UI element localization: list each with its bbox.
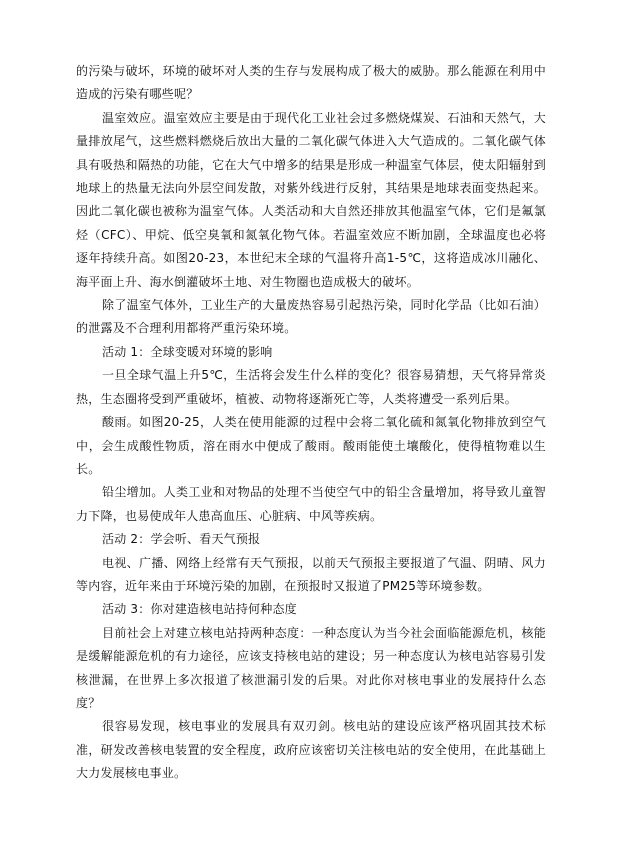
paragraph-greenhouse-effect: 温室效应。温室效应主要是由于现代化工业社会过多燃烧煤炭、石油和天然气，大量排放尾气，这些燃料燃烧后放出大量的二氧化碳气体进入大气造成的。二氧化碳气体具有吸热和隔热的功能，它在大气中增多的结果是形成一种温室气体层，使太阳辐射到地球上的热量无法向外层空间发散，对紫外线进行反射，其结果是地球表面变热起来。因此二氧化碳也被称为温室气体。人类活动和大自然还排放其他温室气体，它们是氟氯烃（CFC）、甲烷、低空臭氧和氮氧化物气体。若温室效应不断加剧，全球温度也必将逐年持续升高。如图20-23，本世纪末全球的气温将升高1-5℃，这将造成冰川融化、海平面上升、海水倒灌破坏土地、对生物圈也造成极大的破坏。	[76, 110, 546, 289]
paragraph-activity-1: 一旦全球气温上升5℃，生活将会发生什么样的变化？很容易猜想，天气将异常炎热，生态圈将受到严重破坏，植被、动物将逐渐死亡等，人类将遭受一系列后果。	[76, 368, 546, 406]
activity-2-heading: 活动 2：学会听、看天气预报	[102, 532, 261, 547]
paragraph-conclusion: 很容易发现，核电事业的发展具有双刃剑。核电站的建设应该严格巩固其技术标准，研发改善核电装置的安全程度，政府应该密切关注核电站的安全使用，在此基础上大力发展核电事业。	[76, 719, 546, 781]
document-body	[76, 60, 546, 786]
paragraph-thermal-pollution: 除了温室气体外，工业生产的大量废热容易引起热污染，同时化学品（比如石油）的泄露及不合理利用都将严重污染环境。	[76, 298, 546, 336]
paragraph-activity-2: 电视、广播、网络上经常有天气预报，以前天气预报主要报道了气温、阴晴、风力等内容，近年来由于环境污染的加剧，在预报时又报道了PM25等环境参数。	[76, 555, 546, 593]
paragraph-lead-dust: 铅尘增加。人类工业和对物品的处理不当使空气中的铅尘含量增加，将导致儿童智力下降，也易使成年人患高血压、心脏病、中风等疾病。	[76, 485, 546, 523]
paragraph-activity-3: 目前社会上对建立核电站持两种态度：一种态度认为当今社会面临能源危机，核能是缓解能源危机的有力途径，应该支持核电站的建设；另一种态度认为核电站容易引发核泄漏，在世界上多次报道了核泄漏引发的后果。对此你对核电事业的发展持什么态度？	[76, 625, 546, 710]
paragraph-acid-rain: 酸雨。如图20-25，人类在使用能源的过程中会将二氧化硫和氮氧化物排放到空气中，会生成酸性物质，溶在雨水中便成了酸雨。酸雨能使土壤酸化，使得植物难以生长。	[76, 415, 546, 476]
paragraph-intro-continuation: 的污染与破坏，环境的破坏对人类的生存与发展构成了极大的威胁。那么能源在利用中造成的污染有哪些呢？	[76, 64, 546, 102]
activity-3-heading: 活动 3：你对建造核电站持何种态度	[102, 602, 297, 617]
activity-1-heading: 活动 1：全球变暖对环境的影响	[102, 344, 273, 359]
